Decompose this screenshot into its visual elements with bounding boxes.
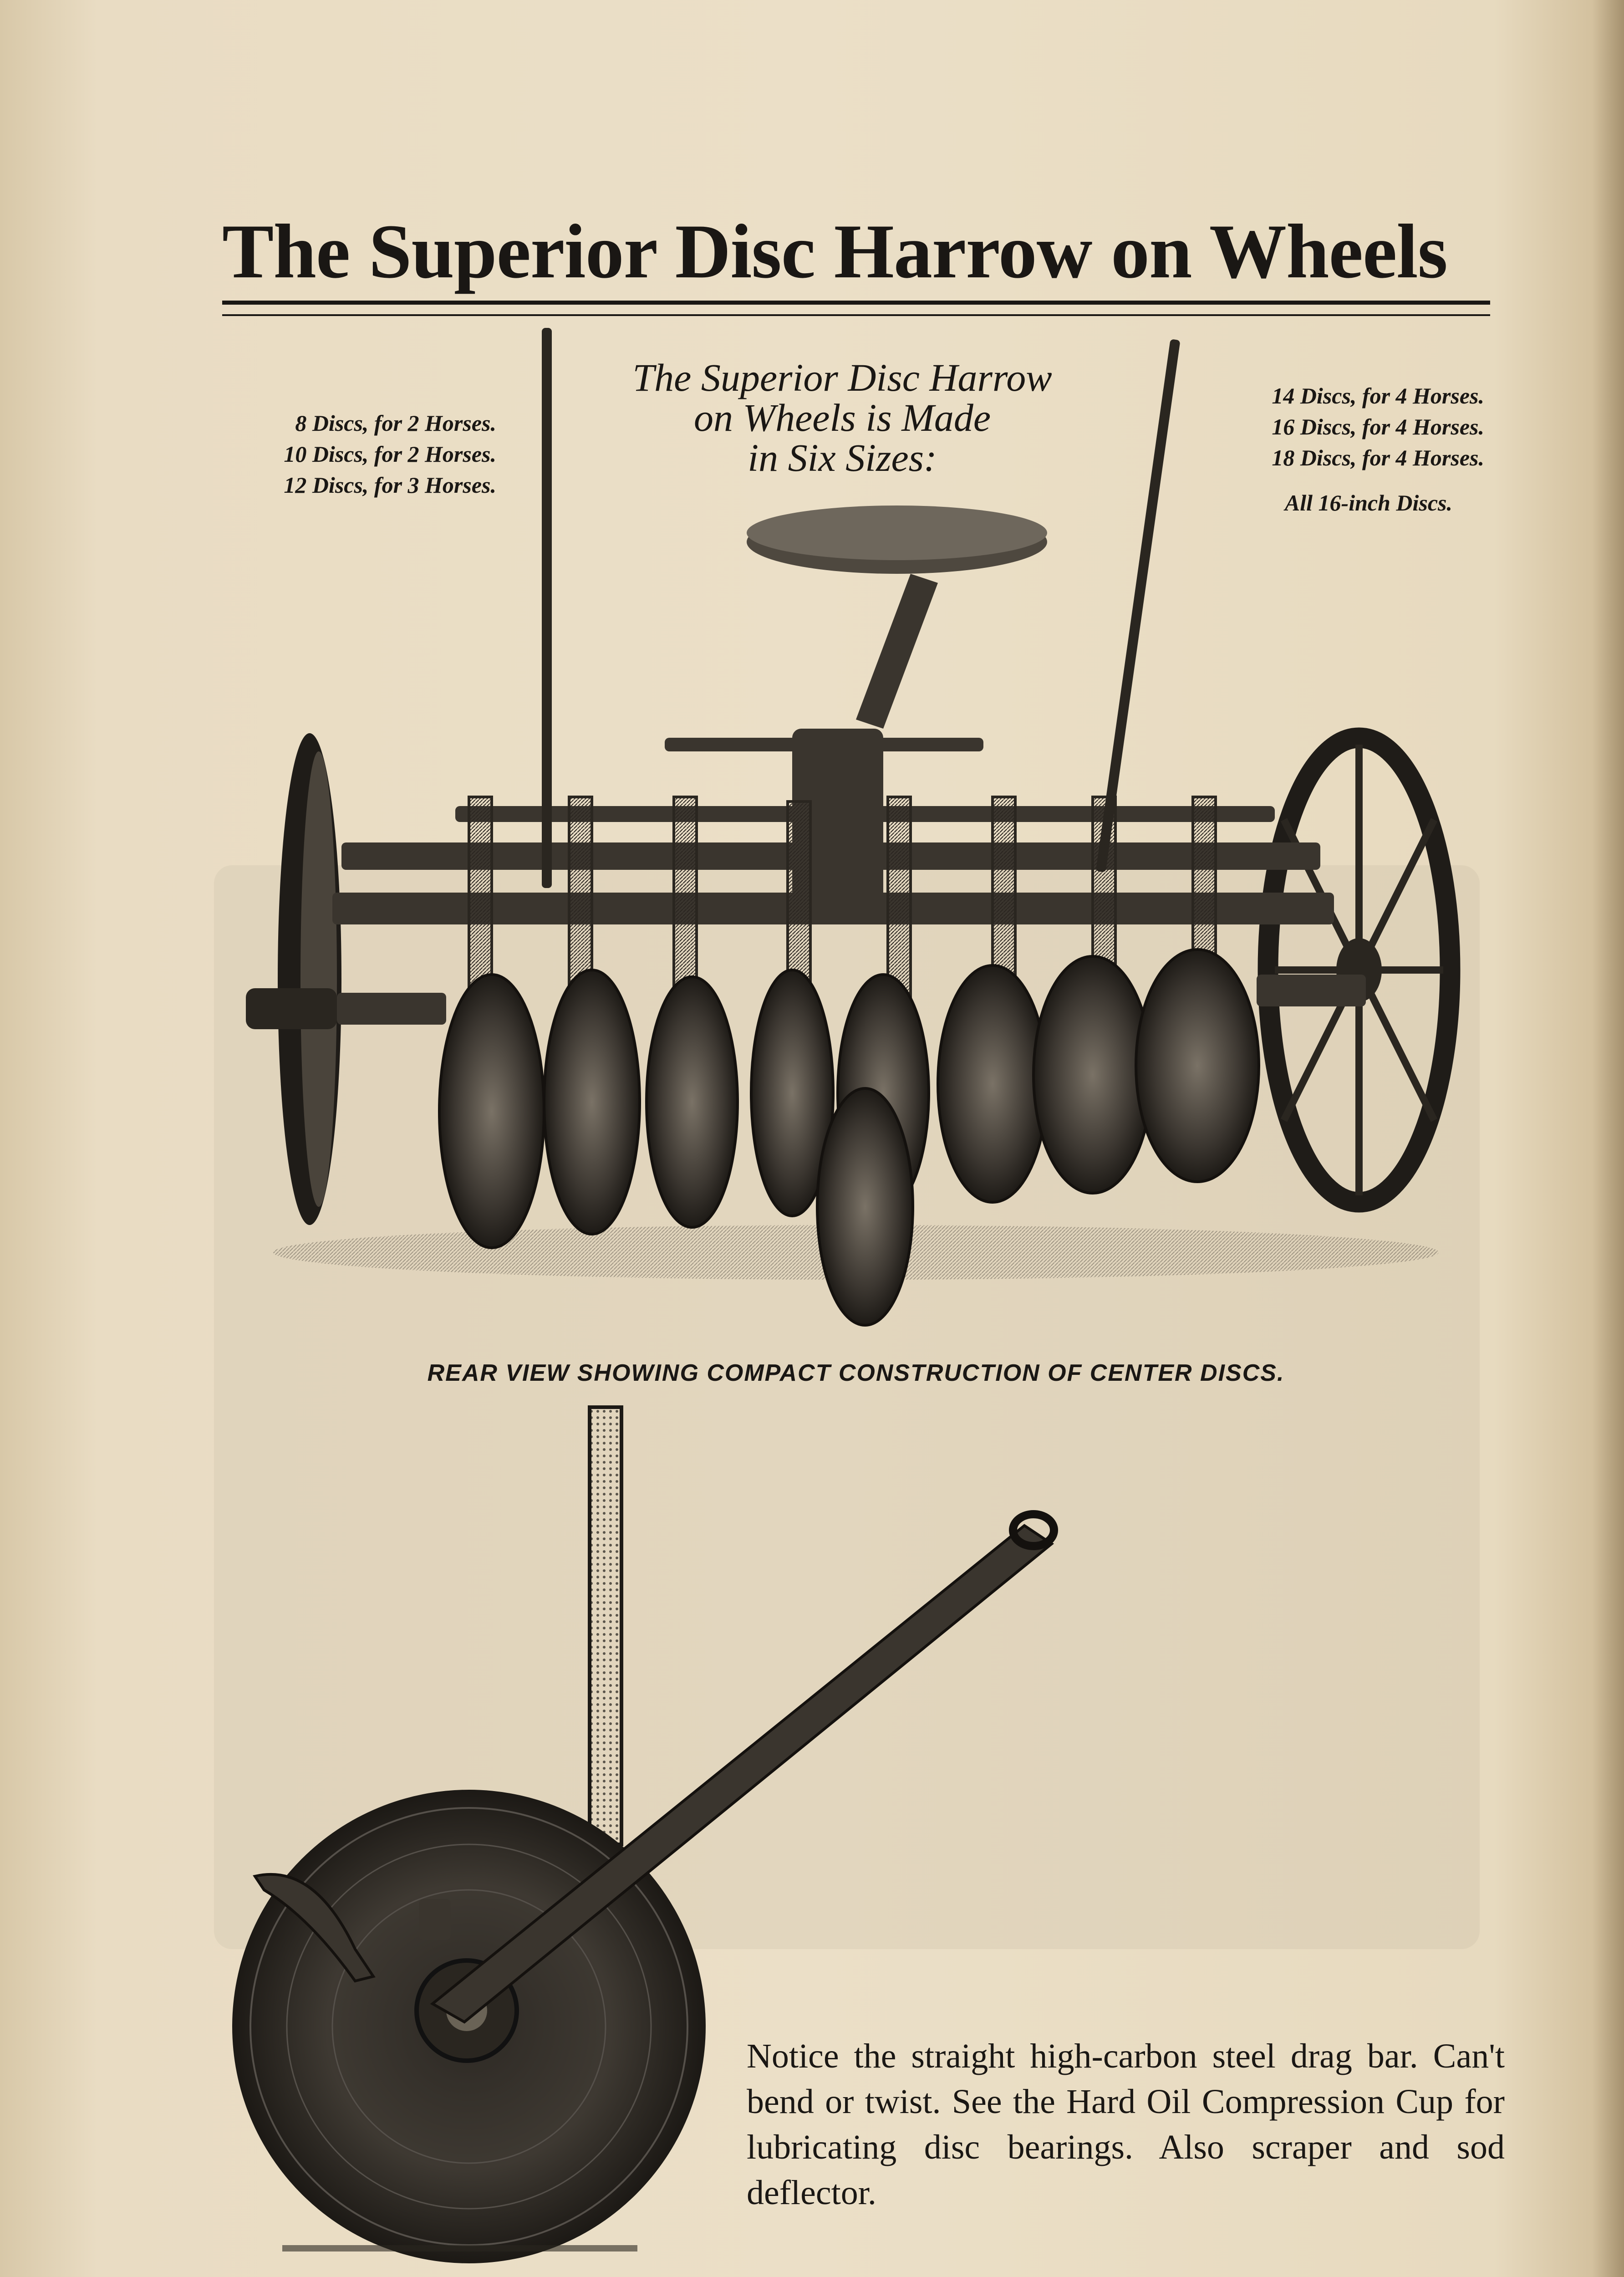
sizes-headline-line-1: The Superior Disc Harrow: [632, 356, 1052, 399]
spring-stem: [590, 1407, 621, 1844]
sizes-headline-line-3: in Six Sizes:: [748, 436, 937, 480]
drag-bar: [433, 1526, 1052, 2022]
sizes-headline-line-2: on Wheels is Made: [693, 396, 991, 439]
right-wheel: [1268, 738, 1450, 1202]
size-item: 12 Discs, for 3 Horses.: [284, 472, 496, 498]
oil-cup: [419, 1899, 451, 1940]
size-item: 18 Discs, for 4 Horses.: [1272, 445, 1484, 470]
page-edge-shadow: [1592, 0, 1624, 2277]
disc-size-note: All 16-inch Discs.: [1284, 490, 1452, 516]
harrow-caption: REAR VIEW SHOWING COMPACT CONSTRUCTION OF CENTER DISCS.: [427, 1360, 1285, 1386]
size-item: 8 Discs, for 2 Horses.: [295, 410, 496, 436]
size-item: 16 Discs, for 4 Horses.: [1272, 414, 1484, 439]
title-rule-thick: [222, 301, 1490, 305]
size-item: 14 Discs, for 4 Horses.: [1272, 383, 1484, 408]
sizes-list-right: [1166, 380, 1484, 473]
disc-description: Notice the straight high-carbon steel drag bar. Can't bend or twist. See the Hard Oil Compression Cup for lubricating disc bearings. Also scraper and sod deflector.: [747, 2037, 1505, 2212]
size-item: 10 Discs, for 2 Horses.: [284, 441, 496, 467]
left-wheel: [246, 733, 341, 1225]
sizes-list-left: [214, 408, 496, 500]
page-title: The Superior Disc Harrow on Wheels: [222, 209, 1447, 294]
title-rule-thin: [222, 314, 1490, 316]
sizes-headline: [560, 357, 1125, 478]
operator-seat: [665, 505, 1047, 902]
